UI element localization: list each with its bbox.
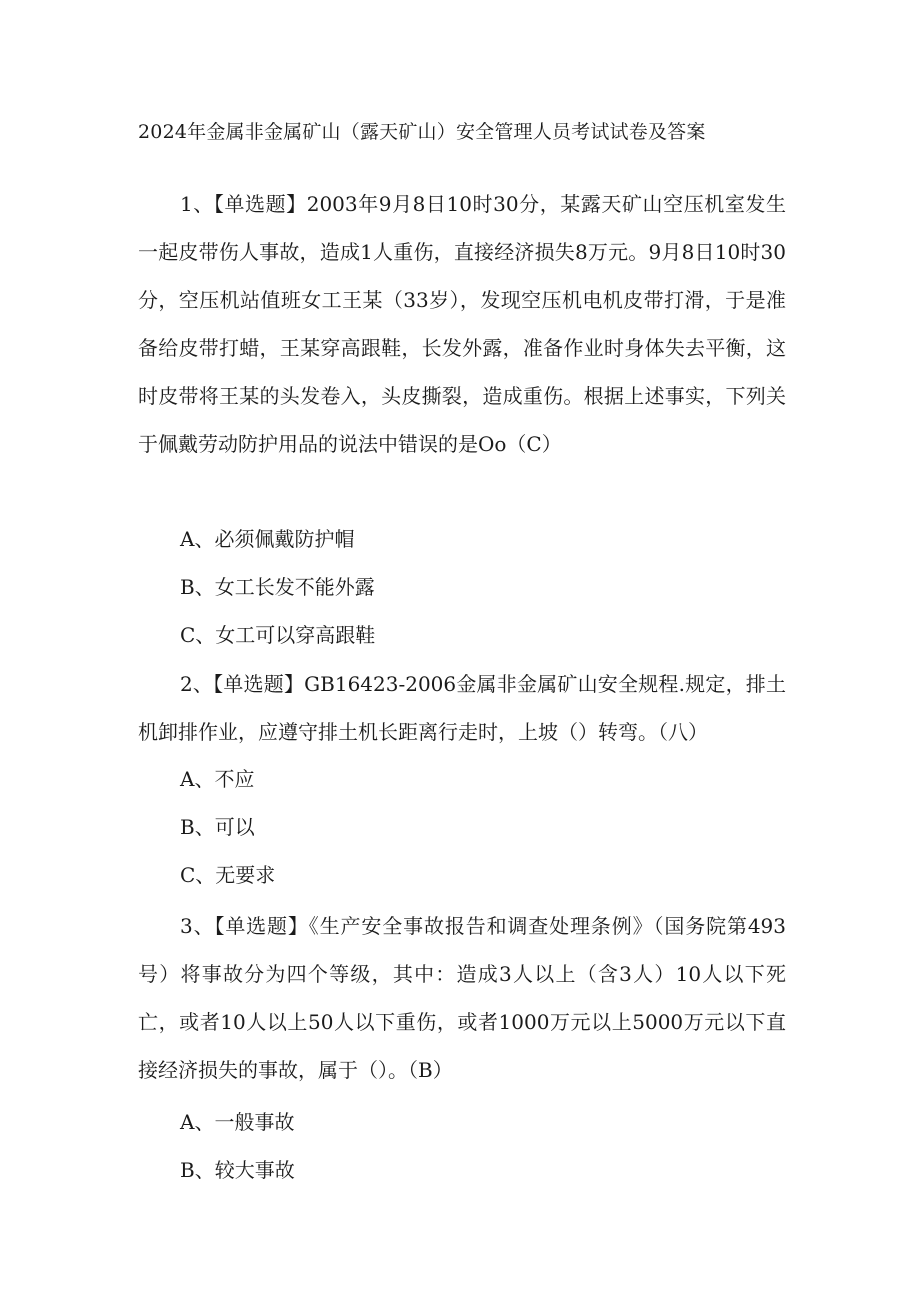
question-1-option-b: B、女工长发不能外露 [180, 575, 375, 599]
question-2-text: 2、【单选题】GB16423-2006金属非金属矿山安全规程.规定，排土机卸排作业，应遵守排土机长距离行走时，上坡（）转弯。（八） [138, 672, 786, 744]
question-2-option-c: C、无要求 [180, 863, 276, 887]
question-2-option-a: A、不应 [180, 767, 255, 791]
question-3-option-a: A、一般事故 [180, 1110, 295, 1134]
question-1-option-a: A、必须佩戴防护帽 [180, 527, 355, 551]
question-1-option-c: C、女工可以穿高跟鞋 [180, 623, 376, 647]
question-3-text: 3、【单选题】《生产安全事故报告和调查处理条例》（国务院第493号）将事故分为四个等级，其中：造成3人以上（含3人）10人以下死亡，或者10人以上50人以下重伤，或者1000万元以上5000万元以下直接经济损失的事故，属于（）。（B） [138, 914, 786, 1082]
question-1-text: 1、【单选题】2003年9月8日10时30分，某露天矿山空压机室发生一起皮带伤人事故，造成1人重伤，直接经济损失8万元。9月8日10时30分，空压机站值班女工王某（33岁），发现空压机电机皮带打滑，于是准备给皮带打蜡，王某穿高跟鞋，长发外露，准备作业时身体失去平衡，这时皮带将王某的头发卷入，头皮撕裂，造成重伤。根据上述事实，下列关于佩戴劳动防护用品的说法中错误的是Oo（C） [138, 192, 786, 456]
question-3-option-b: B、较大事故 [180, 1158, 295, 1182]
page-title: 2024年金属非金属矿山（露天矿山）安全管理人员考试试卷及答案 [138, 121, 706, 143]
question-2-option-b: B、可以 [180, 815, 255, 839]
